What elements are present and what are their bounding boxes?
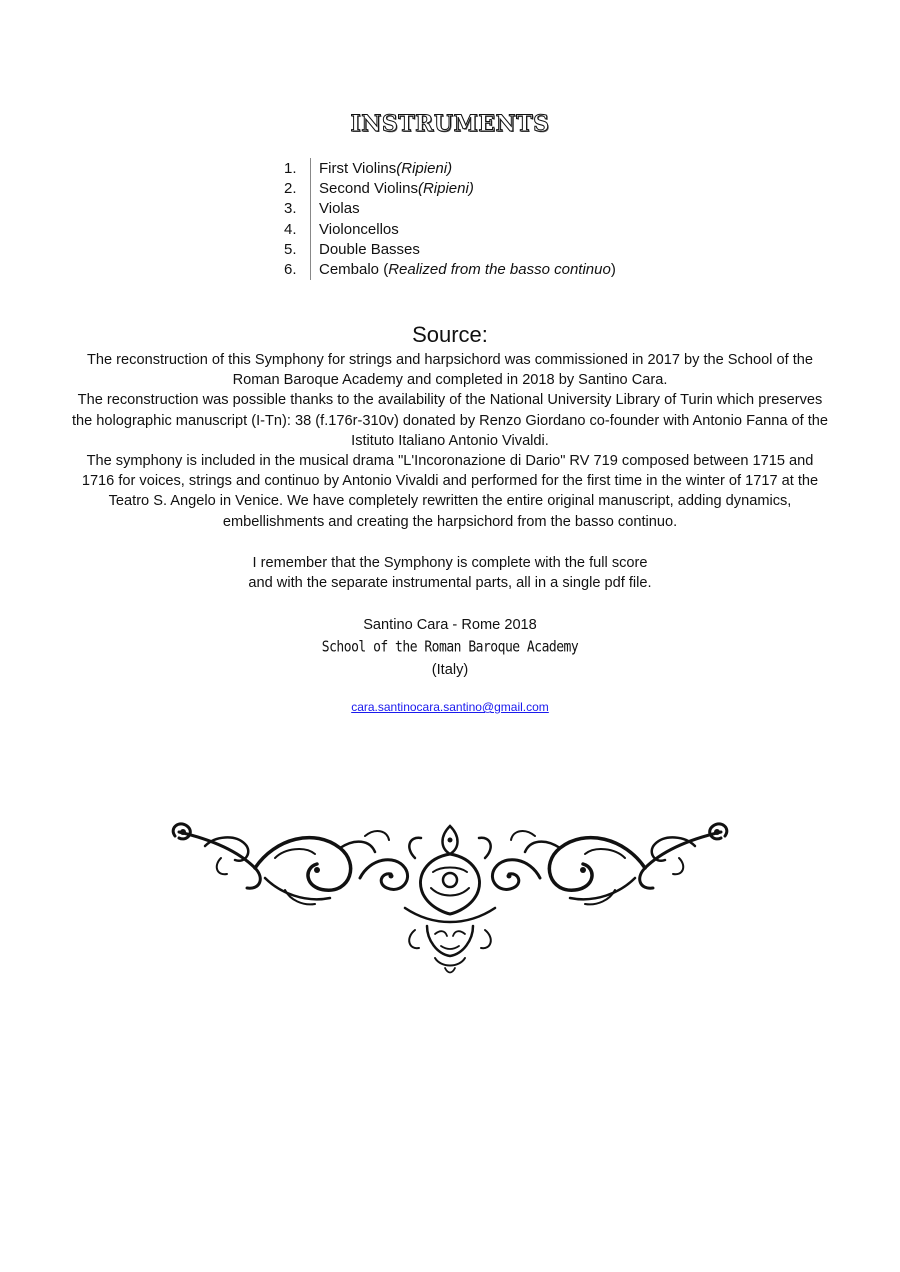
baroque-ornament-icon	[165, 818, 735, 978]
list-item-number: 2.	[284, 179, 297, 197]
source-body	[70, 350, 830, 532]
signature-country: (Italy)	[431, 662, 469, 678]
list-item-text: Second Violins (Ripieni)	[310, 178, 474, 198]
list-item	[276, 178, 676, 198]
source-title: Source:	[412, 322, 488, 347]
list-item	[276, 199, 676, 219]
signature	[0, 614, 900, 681]
list-item	[276, 219, 676, 239]
instruments-heading: INSTRUMENTS	[350, 111, 550, 137]
email-container	[0, 700, 900, 714]
list-item-number: 3.	[284, 200, 297, 218]
source-paragraph: The reconstruction of this Symphony for strings and harpsichord was commissioned in 2017 by the School of the Roman Baroque Academy and completed in 2018 by Santino Cara.	[86, 352, 813, 389]
signature-school: School of the Roman Baroque Academy	[321, 638, 579, 657]
list-item-number: 6.	[284, 261, 297, 279]
remember-line: I remember that the Symphony is complete with the full score	[252, 555, 648, 571]
instruments-list	[276, 158, 676, 280]
list-item-text: Violoncellos	[310, 219, 399, 239]
list-item-text: Cembalo ( Realized from the basso continuo )	[310, 259, 616, 279]
list-item-number: 1.	[284, 159, 297, 177]
remember-line: and with the separate instrumental parts, all in a single pdf file.	[248, 575, 652, 592]
list-item-text: First Violins (Ripieni)	[310, 158, 452, 178]
list-item	[276, 158, 676, 178]
list-item	[276, 239, 676, 259]
list-item-number: 5.	[284, 240, 297, 258]
source-paragraph: The reconstruction was possible thanks to the availability of the National University Library of Turin which preserves the holographic manuscript (I-Tn): 38 (f.176r-310v) donated by Renzo Giordano co-founder with Antonio Fanna of the Istituto Italiano Antonio Vivaldi.	[71, 392, 829, 449]
list-item-text: Violas	[310, 199, 360, 219]
source-paragraph: The symphony is included in the musical drama "L'Incoronazione di Dario" RV 719 composed between 1715 and 1716 for voices, strings and continuo by Antonio Vivaldi and performed for the first time in the winter of 1717 at the Teatro S. Angelo in Venice. We have completely rewritten the entire original manuscript, adding dynamics, embellishments and creating the harpsichord from the basso continuo.	[81, 453, 819, 530]
remember-note	[0, 553, 900, 593]
email-link[interactable]: cara.santinocara.santino@gmail.com	[351, 700, 549, 714]
list-item-number: 4.	[284, 220, 297, 238]
signature-author: Santino Cara - Rome 2018	[363, 617, 537, 633]
list-item	[276, 259, 676, 279]
list-item-text: Double Basses	[310, 239, 420, 259]
